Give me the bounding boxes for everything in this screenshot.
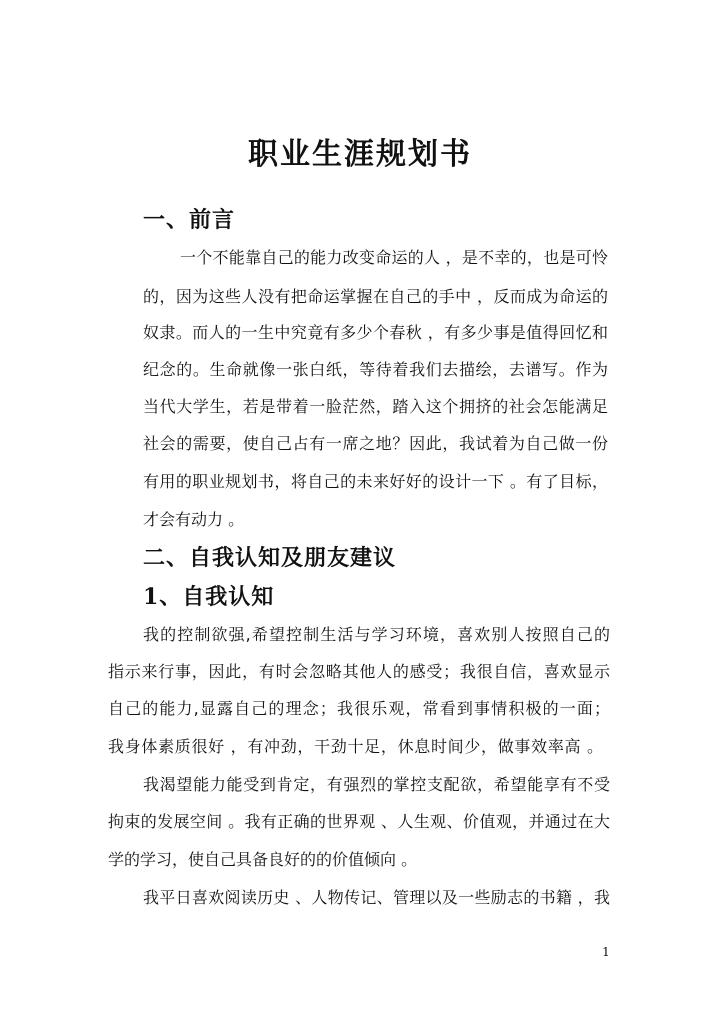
- paragraph-line: 我渴望能力能受到肯定，有强烈的掌控支配欲，希望能享有不受: [143, 775, 610, 794]
- page-number: 1: [602, 945, 610, 959]
- paragraph-line: 一个不能靠自己的能力改变命运的人 ，是不幸的，也是可怜: [180, 248, 608, 267]
- section-heading: 一、前言: [143, 207, 236, 233]
- paragraph-line: 我平日喜欢阅读历史 、人物传记、管理以及一些励志的书籍 ，我: [143, 888, 610, 907]
- paragraph-line: 指示来行事，因此，有时会忽略其他人的感受；我很自信，喜欢显示: [108, 662, 610, 681]
- section-heading: 二、自我认知及朋友建议: [143, 545, 397, 571]
- paragraph-line: 纪念的。生命就像一张白纸，等待着我们去描绘，去谱写。作为: [143, 360, 608, 379]
- paragraph-line: 的，因为这些人没有把命运掌握在自己的手中 ，反而成为命运的: [143, 287, 608, 306]
- document-title: 职业生涯规划书: [248, 137, 472, 172]
- paragraph-line: 自己的能力,显露自己的理念；我很乐观，常看到事情积极的一面；: [108, 699, 610, 718]
- paragraph-line: 拘束的发展空间 。我有正确的世界观 、人生观、价值观，并通过在大: [108, 812, 610, 831]
- paragraph-line: 才会有动力 。: [143, 510, 245, 529]
- paragraph-line: 有用的职业规划书，将自己的未来好好的设计一下 。有了目标，: [143, 472, 608, 491]
- paragraph-line: 学的学习，使自己具备良好的的价值倾向 。: [108, 850, 418, 869]
- paragraph-line: 奴隶。而人的一生中究竟有多少个春秋 ，有多少事是值得回忆和: [143, 323, 608, 342]
- paragraph-line: 我身体素质很好 ，有冲劲，干劲十足，休息时间少，做事效率高 。: [108, 737, 603, 756]
- subsection-heading: 1、自我认知: [143, 584, 275, 610]
- paragraph-line: 当代大学生，若是带着一脸茫然，踏入这个拥挤的社会怎能满足: [143, 397, 608, 416]
- paragraph-line: 我的控制欲强,希望控制生活与学习环境，喜欢别人按照自己的: [143, 625, 610, 644]
- paragraph-line: 社会的需要，使自己占有一席之地？因此，我试着为自己做一份: [143, 434, 608, 453]
